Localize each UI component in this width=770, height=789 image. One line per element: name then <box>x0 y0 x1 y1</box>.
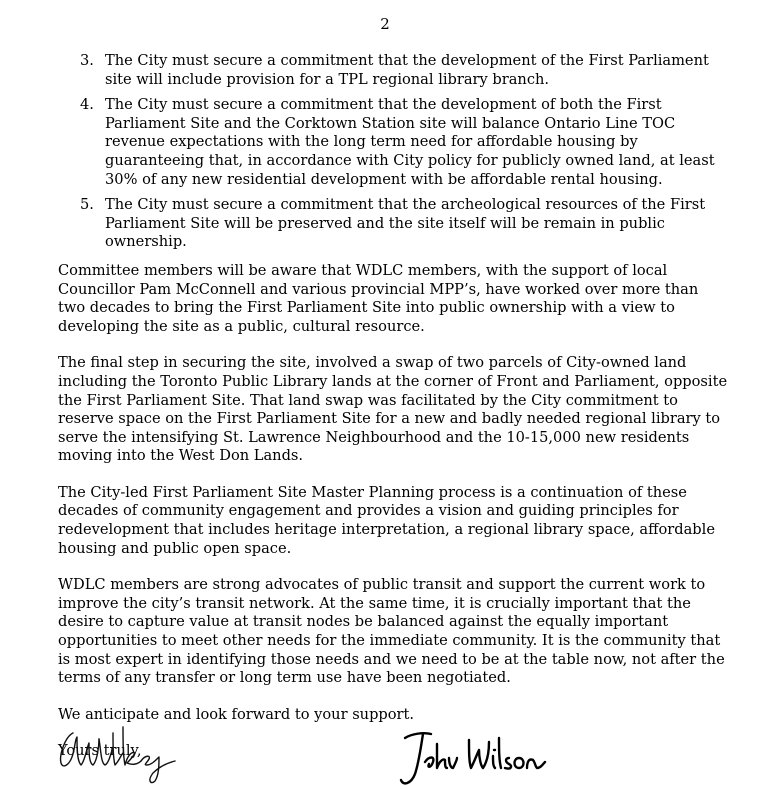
signature-left <box>55 723 185 785</box>
paragraph-transit: WDLC members are strong advocates of public transit and support the current work to improve the city’s transit network. At the same time, it is crucially important that the desire to capture value at transit nodes be balanced against the equally important opportunities to meet other needs for the immediate community. It is the community that is most expert in identifying those needs and we need to be at the table now, not after the terms of any transfer or long term use have been negotiated. <box>58 576 725 687</box>
list-item <box>58 196 730 252</box>
paragraph-land-swap: The final step in securing the site, involved a swap of two parcels of City-owned land including the Toronto Public Library lands at the corner of Front and Parliament, opposite the First Parliament Site. That land swap was facilitated by the City commitment to reserve space on the First Parliament Site for a new and badly needed regional library to serve the intensifying St. Lawrence Neighbourhood and the 10-15,000 new residents moving into the West Don Lands. <box>58 354 728 465</box>
list-item <box>58 96 730 189</box>
paragraph-master-plan: The City-led First Parliament Site Master Planning process is a continuation of these decades of community engagement and provides a vision and guiding principles for redevelopment that includes heritage interpretation, a regional library space, affordable housing and public open space. <box>58 483 715 557</box>
paragraph-history: Committee members will be aware that WDLC members, with the support of local Councillor Pam McConnell and various provincial MPP’s, have worked over more than two decades to bring the First Parliament Site into public ownership with a view to developing the site as a public, cultural resource. <box>58 261 699 335</box>
signature-right <box>397 728 547 788</box>
paragraph-support: We anticipate and look forward to your support. <box>58 705 415 723</box>
closing-salutation: Yours truly, <box>58 742 142 760</box>
list-item-text: The City must secure a commitment that the development of both the First Parliament Site and the Corktown Station site will balance Ontario Line TOC revenue expectations with the long term need for affordable housing by guaranteeing that, in accordance with City policy for publicly owned land, at least 30% of any new residential development with be affordable rental housing. <box>105 96 715 188</box>
signatures <box>55 723 755 789</box>
list-item-number: 3. <box>80 52 94 69</box>
commitments-list <box>58 52 730 252</box>
list-item-number: 4. <box>80 96 94 114</box>
letter-body <box>58 52 730 779</box>
list-item-text: The City must secure a commitment that the development of the First Parliament site will include provision for a TPL regional library branch. <box>105 52 709 88</box>
list-item-number: 5. <box>80 196 94 214</box>
list-item <box>58 52 730 89</box>
list-item-text: The City must secure a commitment that the archeological resources of the First Parliament Site will be preserved and the site itself will be remain in public ownership. <box>105 196 706 251</box>
page-number: 2 <box>380 15 390 33</box>
